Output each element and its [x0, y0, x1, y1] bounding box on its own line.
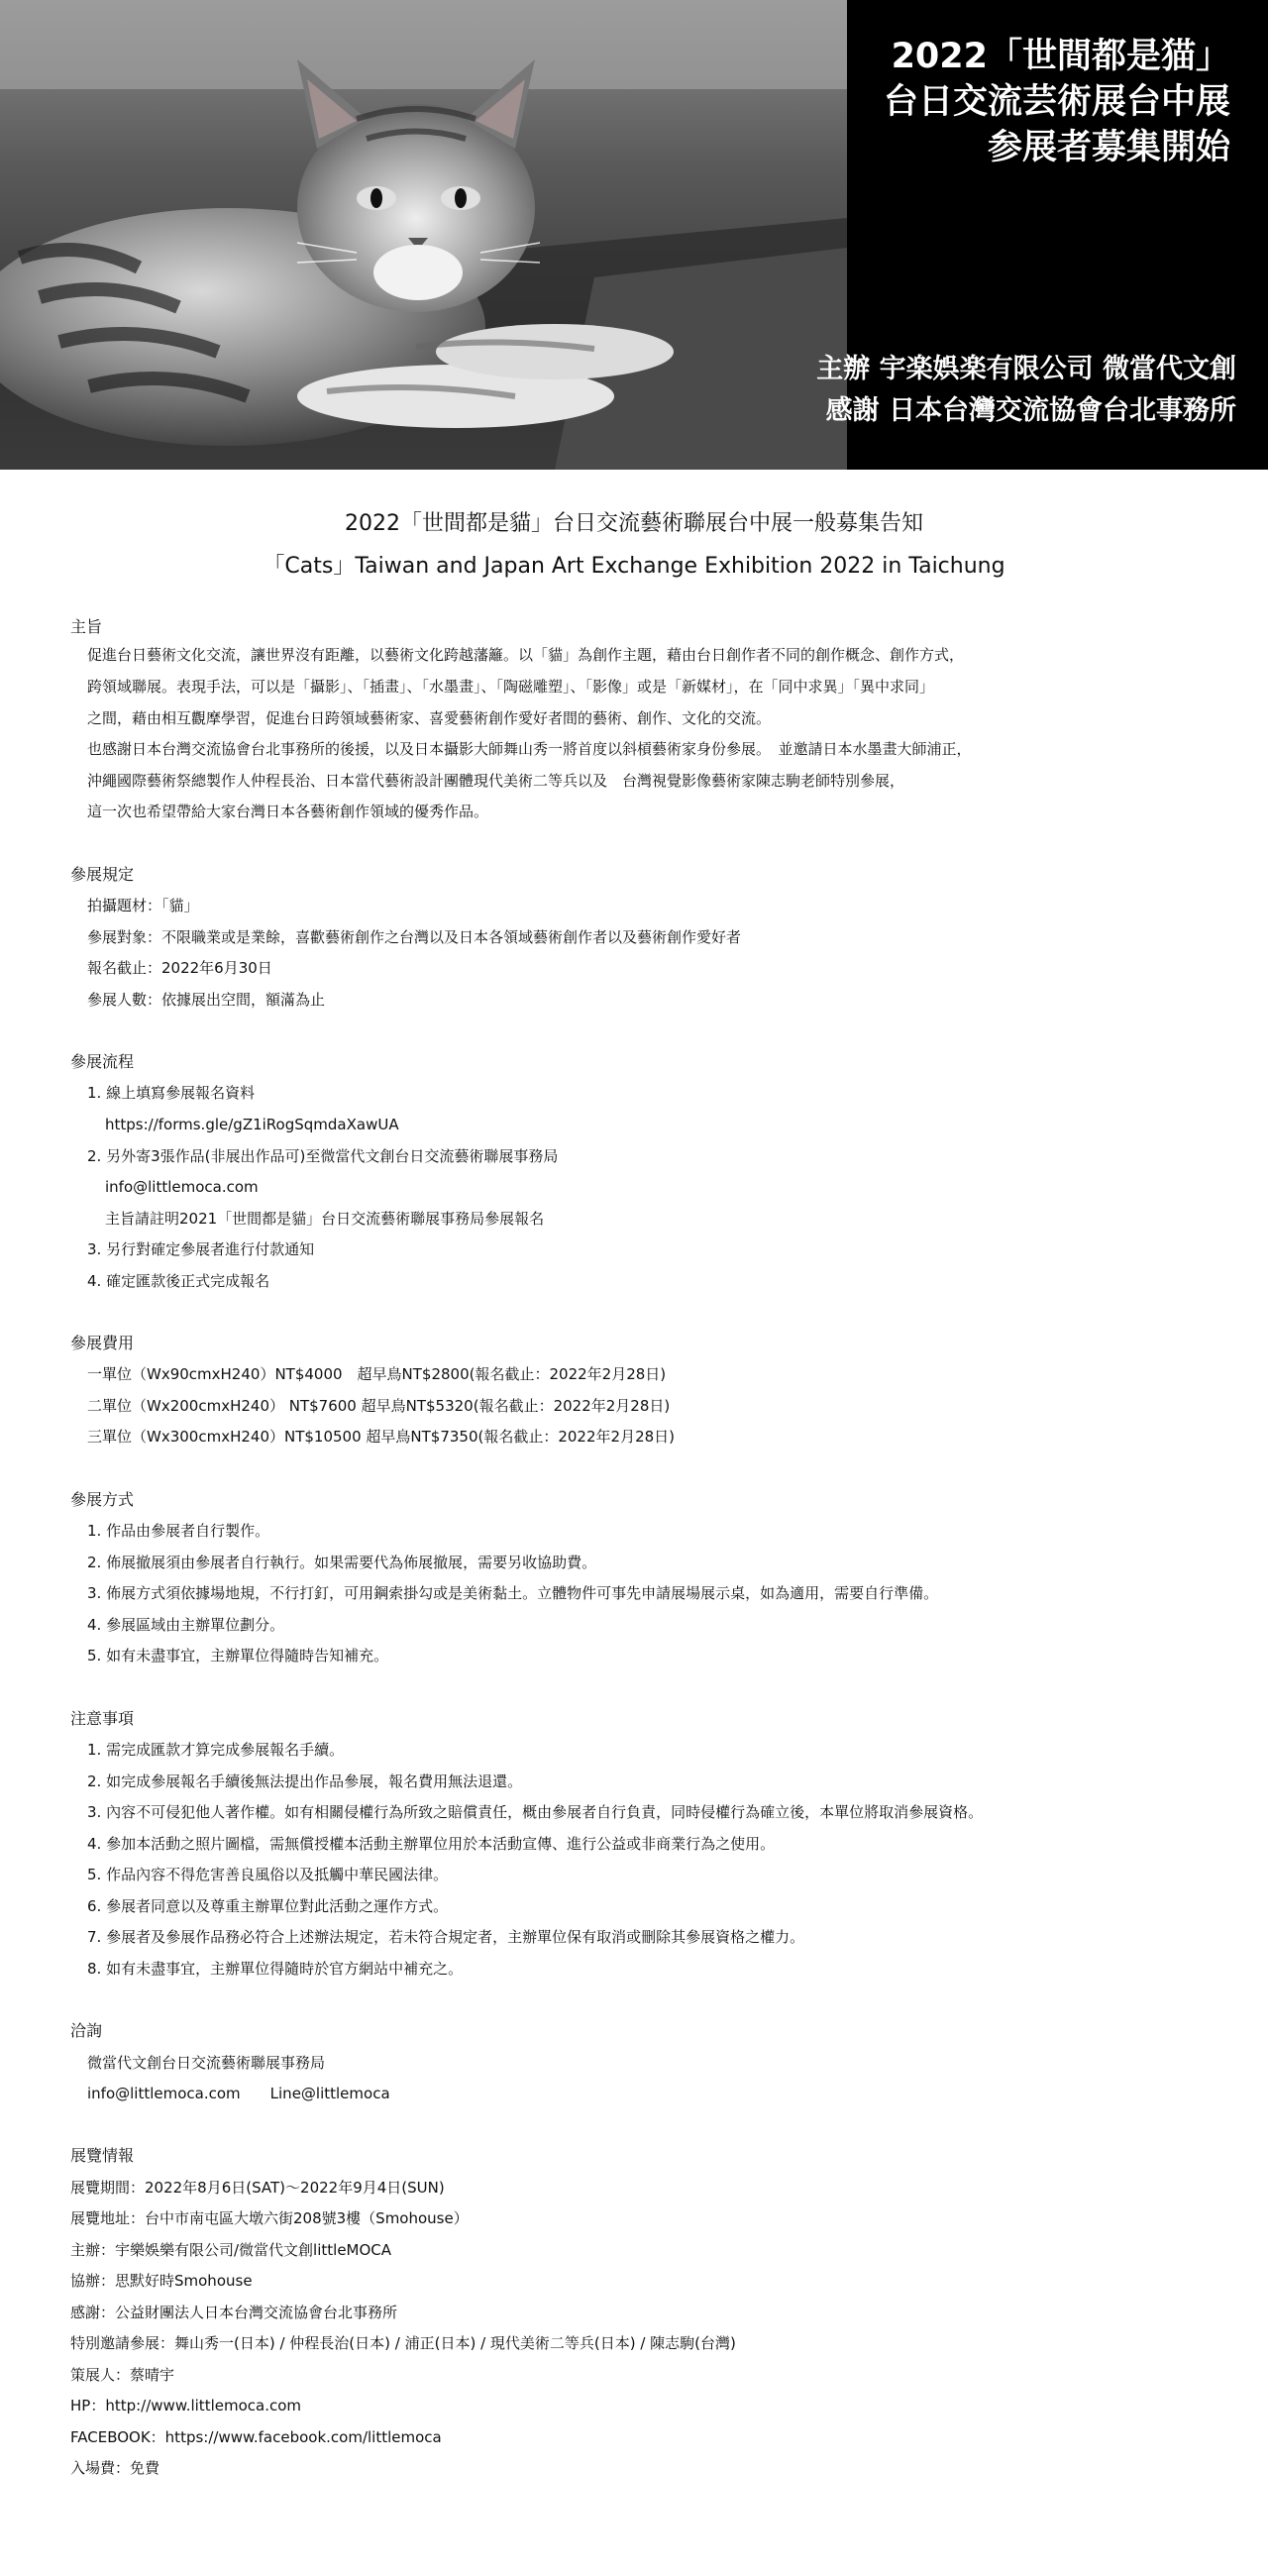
registration-form-link[interactable]: https://forms.gle/gZ1iRogSqmdaXawUA: [105, 1116, 399, 1133]
purpose-line: 沖繩國際藝術祭總製作人仲程長治、日本當代藝術設計團體現代美術二等兵以及 台灣視覺影像藝術家陳志駒老師特別參展，: [87, 772, 905, 790]
process-line: 2. 另外寄3張作品(非展出作品可)至微當代文創台日交流藝術聯展事務局: [87, 1147, 559, 1165]
purpose-line: 也感謝日本台灣交流協會台北事務所的後援，以及日本攝影大師舞山秀一將首度以斜槓藝術家身份參展。 並邀請日本水墨畫大師浦正，: [87, 740, 972, 758]
notes-line: 5. 作品內容不得危害善良風俗以及抵觸中華民國法律。: [87, 1866, 449, 1883]
section-heading-purpose: 主旨: [70, 617, 103, 636]
section-heading-method: 參展方式: [70, 1490, 135, 1509]
section-heading-info: 展覽情報: [70, 2146, 135, 2165]
method-line: 1. 作品由參展者自行製作。: [87, 1522, 270, 1540]
section-heading-rules: 參展規定: [70, 865, 135, 884]
facebook-link[interactable]: FACEBOOK：https://www.facebook.com/littlemoca: [70, 2428, 442, 2446]
hero-banner: [0, 0, 1268, 470]
purpose-line: 跨領域聯展。表現手法，可以是「攝影」、「插畫」、「水墨畫」、「陶磁雕塑」、「影像」或是「新媒材」，在「同中求異」「異中求同」: [87, 678, 935, 696]
info-line: 展覽期間：2022年8月6日(SAT)～2022年9月4日(SUN): [70, 2179, 445, 2197]
notes-line: 2. 如完成參展報名手續後無法提出作品參展，報名費用無法退還。: [87, 1772, 523, 1790]
homepage-link[interactable]: HP：http://www.littlemoca.com: [70, 2397, 301, 2415]
notes-line: 4. 參加本活動之照片圖檔，需無償授權本活動主辦單位用於本活動宣傳、進行公益或非商業行為之使用。: [87, 1835, 776, 1853]
fees-line: 三單位（Wx300cmxH240）NT$10500 超早鳥NT$7350(報名截止：2022年2月28日): [87, 1428, 676, 1446]
section-heading-notes: 注意事項: [70, 1709, 135, 1728]
process-line: 1. 線上填寫參展報名資料: [87, 1084, 256, 1102]
notes-line: 6. 參展者同意以及尊重主辦單位對此活動之運作方式。: [87, 1897, 449, 1915]
hero-credit-line: 感謝 日本台灣交流協會台北事務所: [825, 395, 1236, 426]
purpose-line: 之間，藉由相互觀摩學習，促進台日跨領域藝術家、喜愛藝術創作愛好者間的藝術、創作、文化的交流。: [87, 709, 772, 727]
method-line: 2. 佈展撤展須由參展者自行執行。如果需要代為佈展撤展，需要另收協助費。: [87, 1554, 597, 1571]
email-link[interactable]: info@littlemoca.com: [105, 1178, 259, 1196]
notes-line: 8. 如有未盡事宜，主辦單位得隨時於官方網站中補充之。: [87, 1960, 464, 1978]
hero-title-line: 2022「世間都是猫」: [891, 37, 1230, 76]
notes-line: 1. 需完成匯款才算完成參展報名手續。: [87, 1741, 345, 1759]
hero-credit-line: 主辦 宇楽娯楽有限公司 微當代文創: [816, 354, 1236, 384]
notes-line: 3. 內容不可侵犯他人著作權。如有相關侵權行為所致之賠償責任，概由參展者自行負責，同時侵權行為確立後，本單位將取消參展資格。: [87, 1803, 984, 1821]
rules-line: 參展人數：依據展出空間，額滿為止: [87, 991, 326, 1009]
purpose-line: 促進台日藝術文化交流，讓世界沒有距離，以藝術文化跨越藩籬。以「貓」為創作主題，藉由台日創作者不同的創作概念、創作方式，: [87, 646, 965, 664]
fees-line: 一單位（Wx90cmxH240）NT$4000 超早鳥NT$2800(報名截止：2022年2月28日): [87, 1365, 667, 1383]
hero-title-line: 参展者募集開始: [987, 128, 1230, 167]
method-line: 3. 佈展方式須依據場地規，不行打釘，可用鋼索掛勾或是美術黏土。立體物件可事先申請展場展示桌，如為適用，需要自行準備。: [87, 1584, 939, 1602]
fees-line: 二單位（Wx200cmxH240） NT$7600 超早鳥NT$5320(報名截止：2022年2月28日): [87, 1397, 671, 1415]
section-heading-process: 參展流程: [70, 1052, 135, 1071]
page-subtitle: 「Cats」Taiwan and Japan Art Exchange Exhibition 2022 in Taichung: [263, 554, 1005, 579]
contact-email-line[interactable]: info@littlemoca.com Line@littlemoca: [87, 2085, 390, 2102]
info-line: 入場費：免費: [70, 2459, 160, 2477]
hero-credit: [816, 349, 1236, 432]
rules-line: 參展對象：不限職業或是業餘，喜歡藝術創作之台灣以及日本各領域藝術創作者以及藝術創作愛好者: [87, 928, 742, 946]
info-line: 主辦：宇樂娛樂有限公司/微當代文創littleMOCA: [70, 2241, 392, 2259]
process-line: 主旨請註明2021「世間都是貓」台日交流藝術聯展事務局參展報名: [105, 1210, 545, 1228]
contact-line: 微當代文創台日交流藝術聯展事務局: [87, 2054, 326, 2072]
process-line: 4. 確定匯款後正式完成報名: [87, 1272, 270, 1290]
method-line: 4. 參展區域由主辦單位劃分。: [87, 1616, 285, 1634]
rules-line: 拍攝題材：「貓」: [87, 897, 199, 914]
page-title: 2022「世間都是貓」台日交流藝術聯展台中展一般募集告知: [345, 511, 923, 536]
info-line: 協辦：思默好時Smohouse: [70, 2272, 253, 2290]
section-heading-fees: 參展費用: [70, 1334, 135, 1352]
hero-title: [884, 34, 1230, 170]
info-line: 特別邀請參展：舞山秀一(日本) / 仲程長治(日本) / 浦正(日本) / 現代美術二等兵(日本) / 陳志駒(台灣): [70, 2334, 736, 2352]
process-line: 3. 另行對確定參展者進行付款通知: [87, 1240, 315, 1258]
purpose-line: 這一次也希望帶給大家台灣日本各藝術創作領域的優秀作品。: [87, 803, 489, 820]
info-line: 感謝：公益財團法人日本台灣交流協會台北事務所: [70, 2304, 398, 2321]
notes-line: 7. 參展者及參展作品務必符合上述辦法規定，若未符合規定者，主辦單位保有取消或刪除其參展資格之權力。: [87, 1928, 805, 1946]
info-line: 展覽地址：台中市南屯區大墩六街208號3樓（Smohouse）: [70, 2209, 469, 2227]
info-line: 策展人：蔡晴宇: [70, 2366, 175, 2384]
rules-line: 報名截止：2022年6月30日: [87, 959, 272, 977]
hero-title-line: 台日交流芸術展台中展: [883, 82, 1230, 122]
method-line: 5. 如有未盡事宜，主辦單位得隨時告知補充。: [87, 1647, 389, 1664]
section-heading-contact: 洽詢: [70, 2021, 103, 2040]
